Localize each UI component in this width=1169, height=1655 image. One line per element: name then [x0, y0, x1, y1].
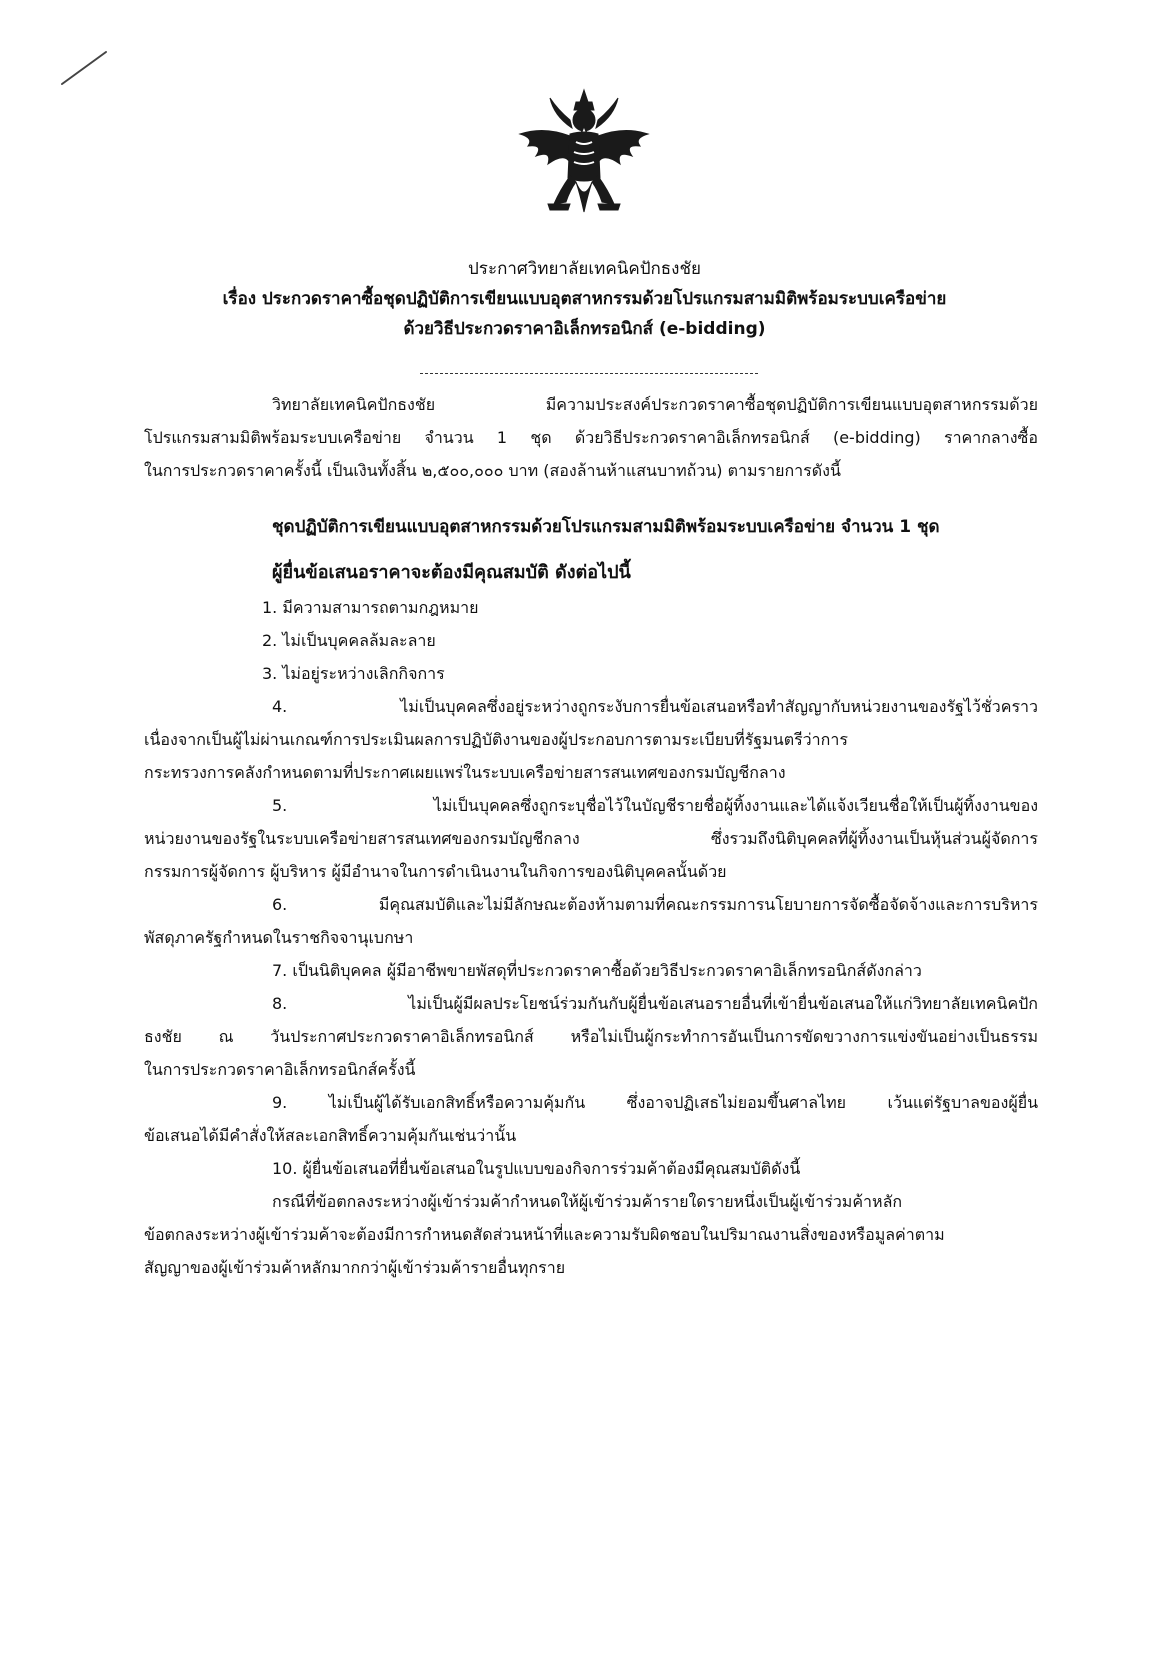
- intro-line: ในการประกวดราคาครั้งนี้ เป็นเงินทั้งสิ้น ๒,๕๐๐,๐๐๐ บาท (สองล้านห้าแสนบาทถ้วน) ตามรายการดังนี้: [144, 461, 841, 480]
- qualification-item: [144, 1152, 1038, 1284]
- qualification-line: ธงชัย ณ วันประกาศประกวดราคาอิเล็กทรอนิกส์ หรือไม่เป็นผู้กระทำการอันเป็นการขัดขวางการแข่งขันอย่างเป็นธรรม: [144, 1027, 1038, 1046]
- qualification-line: 6. มีคุณสมบัติและไม่มีลักษณะต้องห้ามตามที่คณะกรรมการนโยบายการจัดซื้อจัดจ้างและการบริหาร: [272, 895, 1038, 914]
- qualification-line: ข้อเสนอได้มีคำสั่งให้สละเอกสิทธิ์ความคุ้มกันเช่นว่านั้น: [144, 1126, 517, 1145]
- qualification-item: [144, 1086, 1038, 1152]
- qualification-item: [144, 987, 1038, 1086]
- qualification-item: 1. มีความสามารถตามกฎหมาย: [262, 598, 479, 617]
- qualification-line: กรณีที่ข้อตกลงระหว่างผู้เข้าร่วมค้ากำหนดให้ผู้เข้าร่วมค้ารายใดรายหนึ่งเป็นผู้เข้าร่วมค้าหลัก: [272, 1192, 903, 1211]
- qualification-item: [144, 690, 1038, 789]
- qualification-line: พัสดุภาครัฐกำหนดในราชกิจจานุเบกษา: [144, 928, 414, 947]
- qualification-line: 9. ไม่เป็นผู้ได้รับเอกสิทธิ์หรือความคุ้มกัน ซึ่งอาจปฏิเสธไม่ยอมขึ้นศาลไทย เว้นแต่รัฐบาลของผู้ยื่น: [272, 1093, 1038, 1112]
- qualification-line: 5. ไม่เป็นบุคคลซึ่งถูกระบุชื่อไว้ในบัญชีรายชื่อผู้ทิ้งงานและได้แจ้งเวียนชื่อให้เป็นผู้ทิ้งงานของ: [272, 796, 1038, 815]
- qualification-line: กรรมการผู้จัดการ ผู้บริหาร ผู้มีอำนาจในการดำเนินงานในกิจการของนิติบุคคลนั้นด้วย: [144, 862, 727, 881]
- qualification-item: [144, 888, 1038, 954]
- document-subject: เรื่อง ประกวดราคาซื้อชุดปฏิบัติการเขียนแบบอุตสาหกรรมด้วยโปรแกรมสามมิติพร้อมระบบเครือข่าย: [222, 289, 947, 309]
- qualification-line: ในการประกวดราคาอิเล็กทรอนิกส์ครั้งนี้: [144, 1060, 416, 1079]
- qualification-line: เนื่องจากเป็นผู้ไม่ผ่านเกณฑ์การประเมินผลการปฏิบัติงานของผู้ประกอบการตามระเบียบที่รัฐมนตรีว่าการ: [144, 730, 848, 749]
- qualification-line: สัญญาของผู้เข้าร่วมค้าหลักมากกว่าผู้เข้าร่วมค้ารายอื่นทุกราย: [144, 1258, 566, 1277]
- item-heading: ชุดปฏิบัติการเขียนแบบอุตสาหกรรมด้วยโปรแกรมสามมิติพร้อมระบบเครือข่าย จำนวน 1 ชุด: [272, 517, 940, 537]
- document-title: ประกาศวิทยาลัยเทคนิคปักธงชัย: [468, 259, 701, 279]
- qualification-line: หน่วยงานของรัฐในระบบเครือข่ายสารสนเทศของกรมบัญชีกลาง ซึ่งรวมถึงนิติบุคคลที่ผู้ทิ้งงานเป็นหุ้นส่วนผู้จัดการ: [144, 829, 1038, 848]
- qualification-line: 10. ผู้ยื่นข้อเสนอที่ยื่นข้อเสนอในรูปแบบของกิจการร่วมค้าต้องมีคุณสมบัติดังนี้: [272, 1159, 801, 1178]
- qualification-line: 8. ไม่เป็นผู้มีผลประโยชน์ร่วมกันกับผู้ยื่นข้อเสนอรายอื่นที่เข้ายื่นข้อเสนอให้แก่วิทยาลัยเทคนิคปัก: [272, 994, 1038, 1013]
- qualification-item: 2. ไม่เป็นบุคคลล้มละลาย: [262, 631, 436, 650]
- pen-mark: [60, 48, 110, 88]
- qualification-line: 7. เป็นนิติบุคคล ผู้มีอาชีพขายพัสดุที่ประกวดราคาซื้อด้วยวิธีประกวดราคาอิเล็กทรอนิกส์ดังกล่าว: [272, 961, 922, 980]
- qualification-line: กระทรวงการคลังกำหนดตามที่ประกาศเผยแพร่ในระบบเครือข่ายสารสนเทศของกรมบัญชีกลาง: [144, 763, 786, 782]
- qualification-item: [144, 789, 1038, 888]
- document-header: [0, 254, 1169, 344]
- garuda-emblem-icon: [514, 86, 654, 216]
- qualification-item: 3. ไม่อยู่ระหว่างเลิกกิจการ: [262, 664, 445, 683]
- intro-line: โปรแกรมสามมิติพร้อมระบบเครือข่าย จำนวน 1 ชุด ด้วยวิธีประกวดราคาอิเล็กทรอนิกส์ (e-bidding) ราคากลางซื้อ: [144, 428, 1038, 447]
- qualifications-heading: ผู้ยื่นข้อเสนอราคาจะต้องมีคุณสมบัติ ดังต่อไปนี้: [272, 562, 631, 583]
- header-divider: [420, 373, 758, 374]
- document-body: [144, 388, 1038, 1284]
- qualification-item: [144, 954, 1038, 987]
- qualification-line: 4. ไม่เป็นบุคคลซึ่งอยู่ระหว่างถูกระงับการยื่นข้อเสนอหรือทำสัญญากับหน่วยงานของรัฐไว้ชั่วคราว: [272, 697, 1038, 716]
- intro-line: วิทยาลัยเทคนิคปักธงชัย มีความประสงค์ประกวดราคาซื้อชุดปฏิบัติการเขียนแบบอุตสาหกรรมด้วย: [272, 395, 1038, 414]
- intro-paragraph: [144, 388, 1038, 487]
- document-method: ด้วยวิธีประกวดราคาอิเล็กทรอนิกส์ (e-bidding): [403, 319, 766, 339]
- qualification-line: ข้อตกลงระหว่างผู้เข้าร่วมค้าจะต้องมีการกำหนดสัดส่วนหน้าที่และความรับผิดชอบในปริมาณงานสิ่งของหรือมูลค่าตาม: [144, 1225, 945, 1244]
